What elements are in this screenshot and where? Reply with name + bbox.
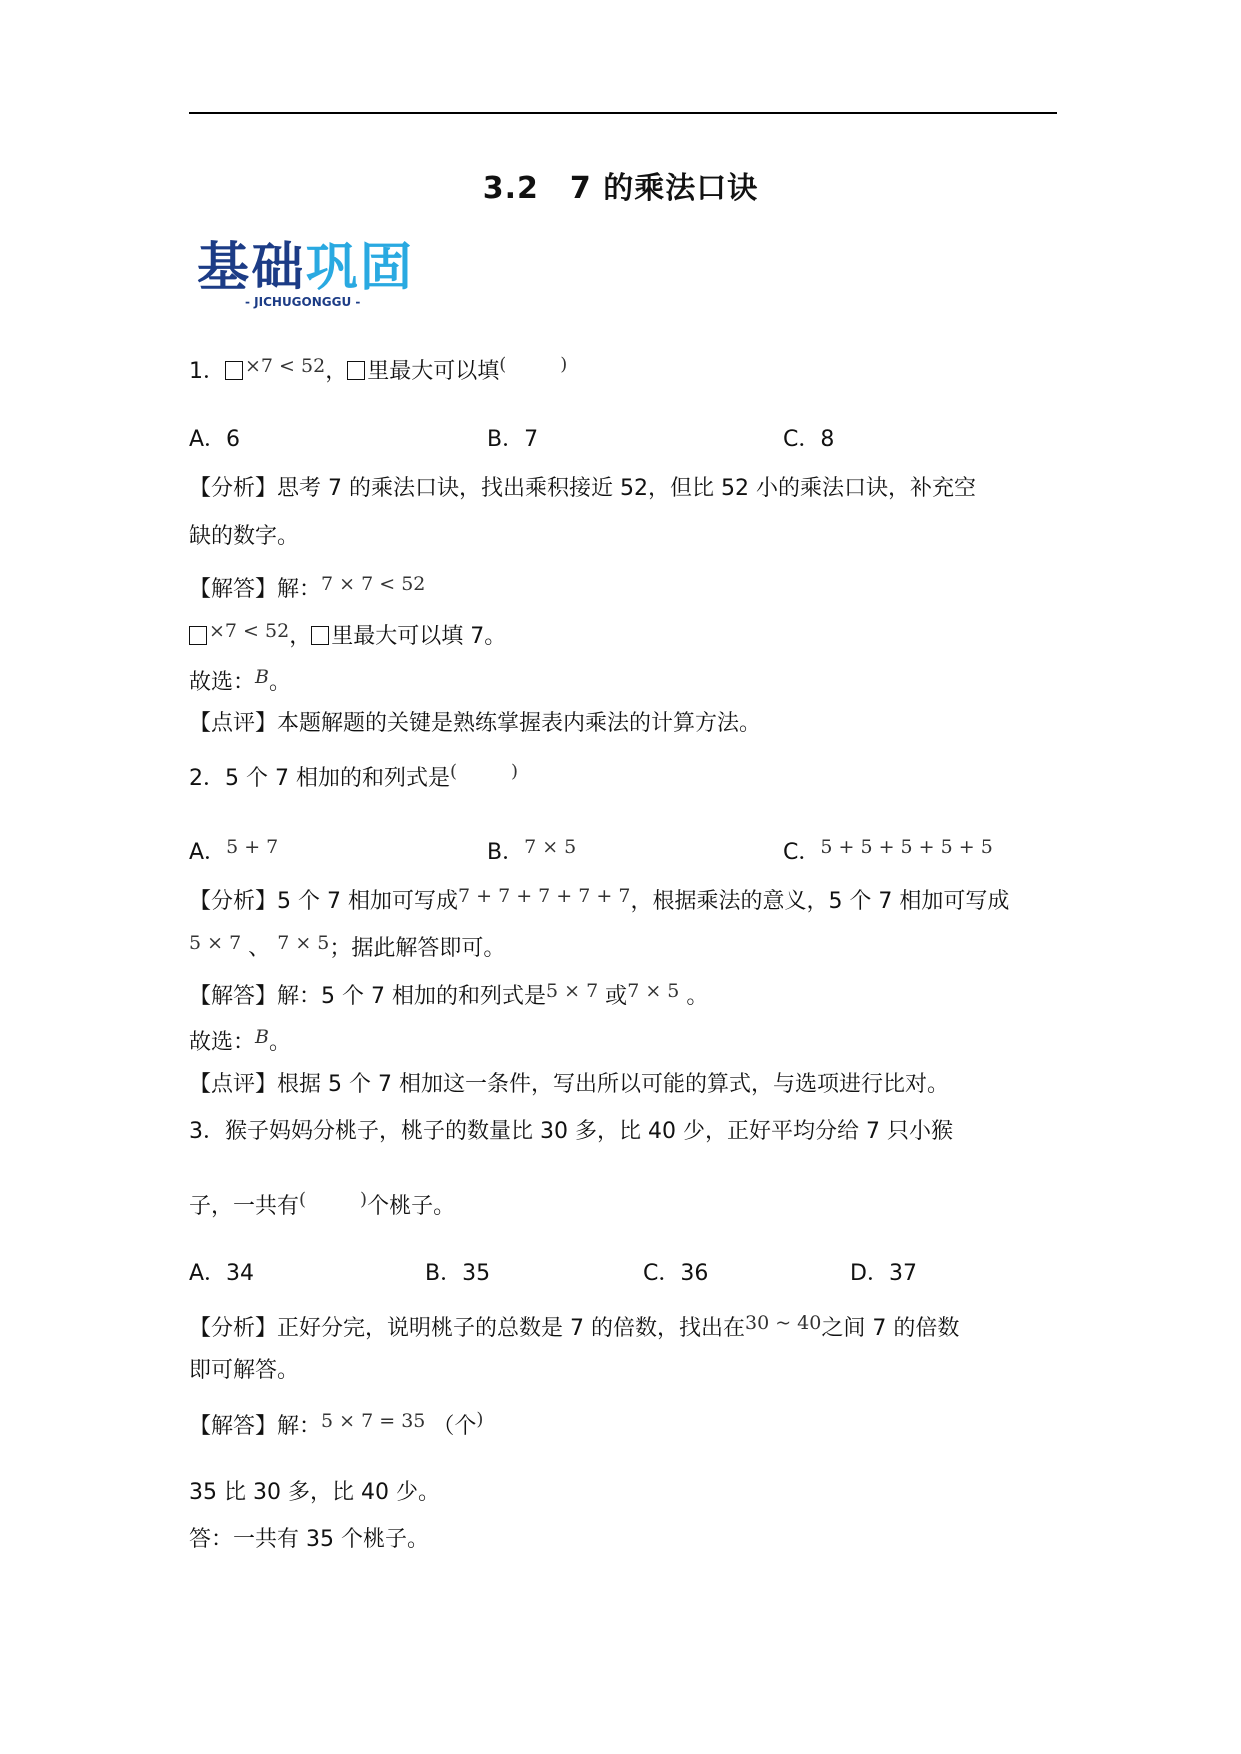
q3-option-a: A．34 (189, 1261, 255, 1286)
q2-answer-expr-a: 5 × 7 (545, 980, 599, 1002)
q3-answer-prefix: 【解答】解： (189, 1414, 322, 1439)
blank-box-icon (225, 361, 243, 380)
q2-choose-value: B (255, 1026, 269, 1048)
q2-paren-close: ) (511, 761, 519, 782)
q1-choose-end: 。 (268, 670, 291, 695)
q1-answer-expr: 7 × 7 < 52 (321, 573, 426, 595)
q2-answer (189, 976, 708, 1012)
q2-option-a-label: A． (189, 840, 227, 865)
q1-option-b: B．7 (487, 427, 539, 452)
q2-option-c (783, 832, 993, 868)
q3-analysis-text-b: 之间 7 的倍数 (821, 1316, 960, 1341)
q2-option-b-label: B． (487, 840, 525, 865)
q1-expr: ×7 < 52 (245, 355, 326, 377)
header-rule (189, 112, 1057, 114)
q2-analysis-expr-b: 7 × 5 (277, 932, 330, 954)
q3-paren-open: ( (299, 1189, 307, 1210)
q1-option-c: C．8 (783, 427, 835, 452)
q2-analysis-text-a: 【分析】5 个 7 相加可写成 (189, 889, 458, 914)
q1-line2-expr: ×7 < 52 (209, 620, 290, 642)
q2-stem-text: 2．5 个 7 相加的和列式是 (189, 766, 450, 791)
q2-option-c-expr: 5 + 5 + 5 + 5 + 5 (820, 836, 993, 858)
blank-box-icon (347, 361, 365, 380)
q1-paren-open: ( (499, 354, 507, 375)
q2-option-a (189, 832, 278, 868)
page-title: 3.2 7 的乘法口诀 (482, 171, 759, 206)
section-logo (197, 230, 417, 310)
q3-answer (189, 1405, 483, 1442)
q2-choose-prefix: 故选： (189, 1030, 256, 1055)
q2-stem (189, 757, 518, 794)
blank-box-icon (311, 626, 329, 645)
q1-answer (189, 569, 425, 605)
q3-answer-unit: （个 (432, 1414, 477, 1439)
logo-main-text: 基础巩固 (197, 238, 412, 298)
q3-answer-expr: 5 × 7 = 35 (321, 1410, 426, 1432)
q3-analysis-line1 (189, 1308, 959, 1344)
q1-analysis-line1: 【分析】思考 7 的乘法口诀，找出乘积接近 52，但比 52 小的乘法口诀，补充空 (189, 476, 976, 501)
blank-box-icon (189, 626, 207, 645)
q2-analysis-tail: ；据此解答即可。 (329, 936, 506, 961)
q3-analysis-text-a: 【分析】正好分完，说明桃子的总数是 7 的倍数，找出在 (189, 1316, 745, 1341)
q1-choose-prefix: 故选： (189, 670, 256, 695)
q3-stem-text-b: 个桃子。 (367, 1194, 456, 1219)
q1-stem: 1． ×7 < 52， 里最大可以填( ) (189, 354, 568, 384)
q2-option-c-label: C． (783, 840, 821, 865)
q3-line-b: 答：一共有 35 个桃子。 (189, 1527, 429, 1552)
q3-stem-line2 (189, 1185, 455, 1222)
q1-answer-prefix: 【解答】解： (189, 577, 322, 602)
q2-option-b-expr: 7 × 5 (524, 836, 577, 858)
logo-sub-text: - JICHUGONGGU - (245, 295, 361, 309)
q2-answer-text: 【解答】解：5 个 7 相加的和列式是 (189, 984, 546, 1009)
q1-line2-tail: 里最大可以填 7。 (331, 624, 507, 649)
q2-answer-or: 或 (605, 984, 628, 1009)
q3-analysis-expr: 30 ~ 40 (745, 1312, 822, 1334)
q1-number: 1． (189, 359, 225, 384)
q2-option-a-expr: 5 + 7 (226, 836, 279, 858)
q3-stem-text-a: 子，一共有 (189, 1194, 300, 1219)
q1-answer-line2: ×7 < 52， 里最大可以填 7。 (189, 616, 506, 652)
q3-paren-close: ) (360, 1189, 368, 1210)
q2-choose (189, 1022, 291, 1058)
q2-analysis-line2 (189, 928, 505, 964)
q1-choose (189, 662, 291, 698)
q3-option-d: D．37 (850, 1261, 917, 1286)
q2-comment: 【点评】根据 5 个 7 相加这一条件，写出所以可能的算式，与选项进行比对。 (189, 1072, 949, 1097)
q3-stem-line1: 3．猴子妈妈分桃子，桃子的数量比 30 多，比 40 少，正好平均分给 7 只小猴 (189, 1119, 953, 1144)
q3-analysis-line2: 即可解答。 (189, 1358, 300, 1383)
q1-option-a: A．6 (189, 427, 241, 452)
q2-paren-open: ( (449, 761, 458, 782)
q3-option-b: B．35 (425, 1261, 491, 1286)
q3-line-a: 35 比 30 多，比 40 少。 (189, 1480, 440, 1505)
q1-paren-close: ) (560, 354, 568, 375)
q2-analysis-sep: 、 (241, 936, 271, 961)
q2-answer-expr-b: 7 × 5 (627, 980, 680, 1002)
q2-analysis-expr-a: 5 × 7 (189, 932, 242, 954)
q2-option-b (487, 832, 576, 868)
q3-option-c: C．36 (643, 1261, 709, 1286)
q1-analysis-line2: 缺的数字。 (189, 524, 300, 549)
q1-stem-tail: 里最大可以填 (367, 359, 500, 384)
q1-choose-value: B (255, 666, 269, 688)
q3-answer-paren: ) (476, 1409, 484, 1430)
q2-choose-end: 。 (268, 1030, 291, 1055)
q1-comment: 【点评】本题解题的关键是熟练掌握表内乘法的计算方法。 (189, 711, 762, 736)
q2-analysis-text-b: ，根据乘法的意义，5 个 7 相加可写成 (630, 889, 1010, 914)
q2-analysis-line1 (189, 881, 1009, 917)
q2-analysis-expr: 7 + 7 + 7 + 7 + 7 (457, 885, 631, 907)
q2-answer-end: 。 (679, 984, 709, 1009)
